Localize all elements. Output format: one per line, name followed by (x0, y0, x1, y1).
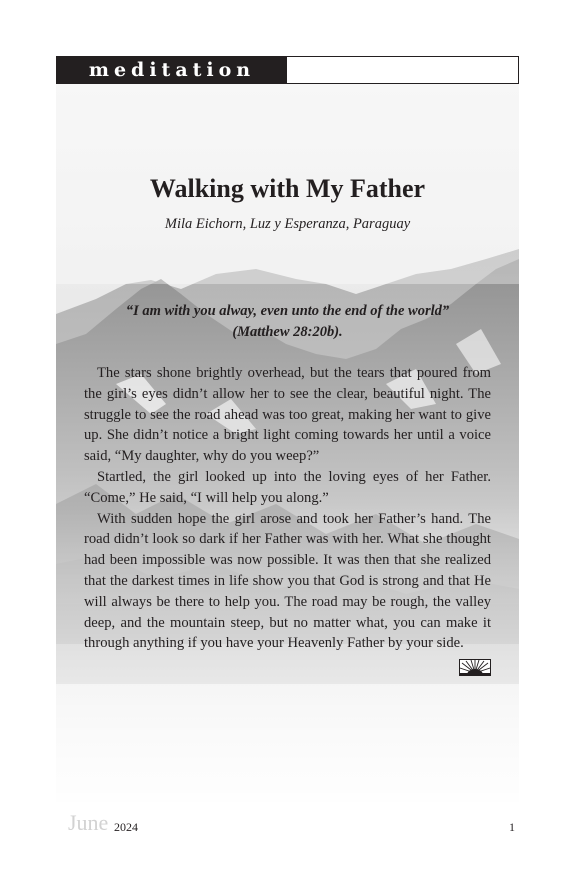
footer-year: 2024 (114, 820, 138, 834)
page-number: 1 (509, 820, 515, 834)
section-label: meditation (57, 57, 287, 83)
body-paragraph: With sudden hope the girl arose and took her Father’s hand. The road didn’t look so dark if her Father was with her. What she thought had been impossible was now possible. It was then that she realized that the darkest times in life show you that God is strong and that He will always be there to help you. The road may be rough, the valley deep, and the mountain steep, but no matter what, you can make it through anything if you have your Heavenly Father by your side. (84, 510, 491, 652)
article-byline: Mila Eichorn, Luz y Esperanza, Paraguay (164, 216, 411, 232)
body-paragraph: The stars shone brightly overhead, but the tears that poured from the girl’s eyes didn’t allow her to see the clear, beautiful night. The struggle to see the road ahead was too great, making her want to give up. She didn’t notice a bright light coming towards her until a voice said, “My daughter, why do you weep?” (84, 365, 491, 465)
footer-month: June (68, 810, 109, 835)
body-paragraph: Startled, the girl looked up into the loving eyes of her Father. “Come,” He said, “I will help you along.” (84, 468, 491, 506)
section-header (56, 56, 519, 84)
scripture-text: “I am with you alway, even unto the end of the world” (125, 303, 450, 319)
sunrise-end-mark-icon (459, 659, 491, 676)
article-title: Walking with My Father (149, 174, 426, 203)
article-body (84, 363, 491, 654)
scripture-reference: (Matthew 28:20b). (232, 324, 343, 340)
scripture-quote (84, 301, 491, 343)
